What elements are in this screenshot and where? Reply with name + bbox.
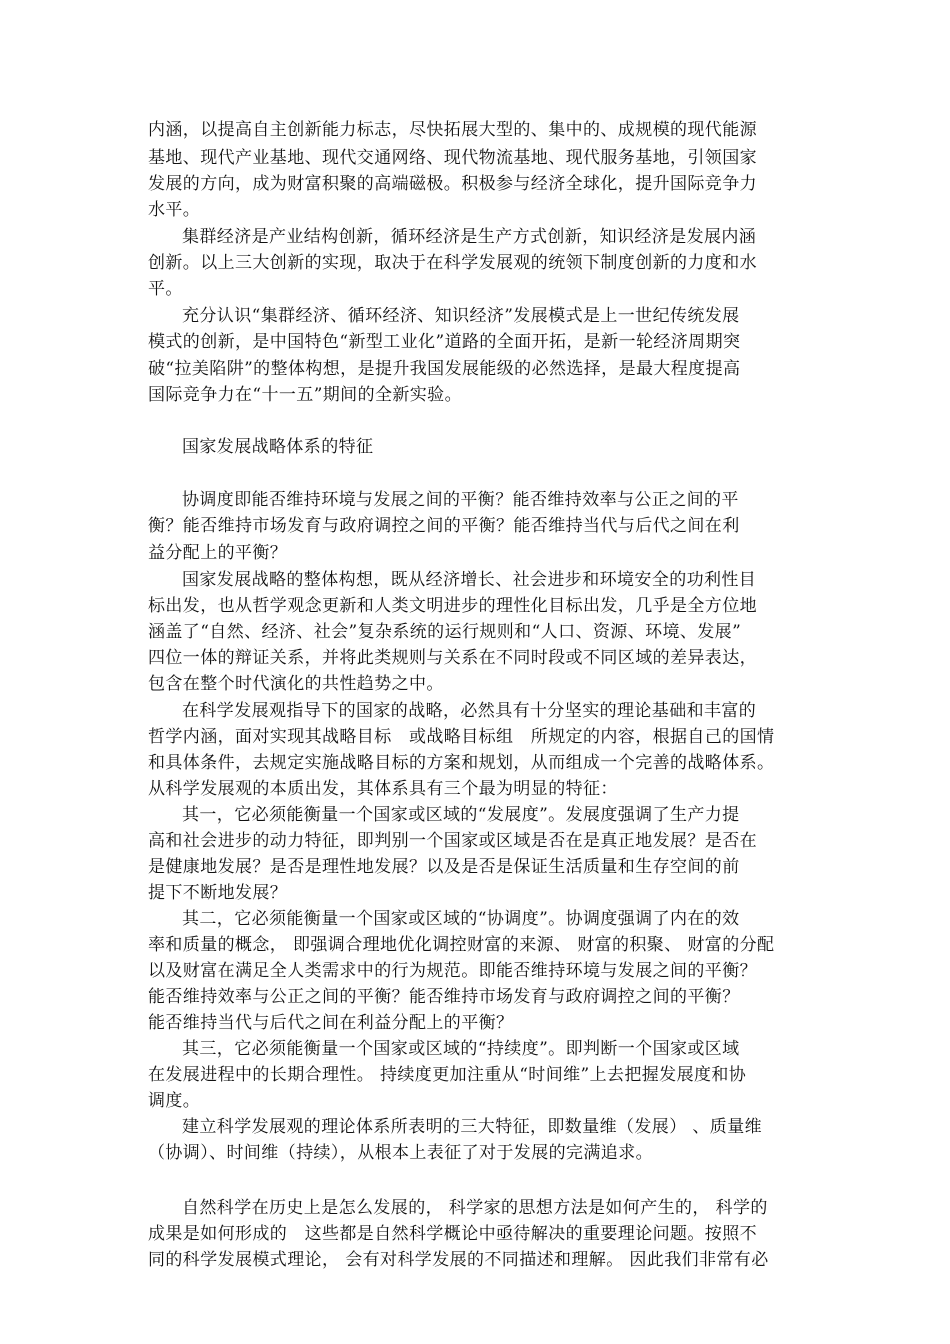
text-line: 包含在整个时代演化的共性趋势之中。 bbox=[148, 674, 444, 694]
text-line: 以及财富在满足全人类需求中的行为规范。即能否维持环境与发展之间的平衡？ bbox=[148, 961, 757, 981]
text-line: 调度。 bbox=[148, 1091, 201, 1111]
text-line: 创新。以上三大创新的实现，取决于在科学发展观的统领下制度创新的力度和水 bbox=[148, 253, 757, 273]
text-line: 协调度即能否维持环境与发展之间的平衡？能否维持效率与公正之间的平 bbox=[182, 490, 739, 510]
text-line: 国家发展战略的整体构想，既从经济增长、社会进步和环境安全的功利性目 bbox=[182, 570, 757, 590]
text-line: 其一，它必须能衡量一个国家或区域的“发展度”。发展度强调了生产力提 bbox=[182, 805, 740, 825]
text-line: 涵盖了“自然、经济、社会”复杂系统的运行规则和“人口、资源、环境、发展” bbox=[148, 622, 742, 642]
text-line: 破“拉美陷阱”的整体构想，是提升我国发展能级的必然选择，是最大程度提高 bbox=[148, 359, 741, 379]
text-line: 从科学发展观的本质出发，其体系具有三个最为明显的特征： bbox=[148, 779, 618, 799]
text-line: 益分配上的平衡？ bbox=[148, 543, 288, 563]
text-line: 内涵，以提高自主创新能力标志，尽快拓展大型的、集中的、成规模的现代能源 bbox=[148, 120, 757, 140]
text-line: 自然科学在历史上是怎么发展的， 科学家的思想方法是如何产生的， 科学的 bbox=[182, 1198, 768, 1218]
text-line: 其三，它必须能衡量一个国家或区域的“持续度”。即判断一个国家或区域 bbox=[182, 1039, 740, 1059]
text-line: 基地、现代产业基地、现代交通网络、现代物流基地、现代服务基地，引领国家 bbox=[148, 148, 757, 168]
text-line: 能否维持效率与公正之间的平衡？能否维持市场发育与政府调控之间的平衡？ bbox=[148, 987, 740, 1007]
text-line: 在科学发展观指导下的国家的战略，必然具有十分坚实的理论基础和丰富的 bbox=[182, 701, 757, 721]
text-line: 四位一体的辩证关系，并将此类规则与关系在不同时段或不同区域的差异表达， bbox=[148, 648, 757, 668]
text-line: 其二，它必须能衡量一个国家或区域的“协调度”。协调度强调了内在的效 bbox=[182, 909, 740, 929]
text-line: 和具体条件，去规定实施战略目标的方案和规划，从而组成一个完善的战略体系。 bbox=[148, 753, 775, 773]
text-line: 衡？能否维持市场发育与政府调控之间的平衡？能否维持当代与后代之间在利 bbox=[148, 516, 740, 536]
text-line: 集群经济是产业结构创新，循环经济是生产方式创新，知识经济是发展内涵 bbox=[182, 227, 757, 247]
text-line: 能否维持当代与后代之间在利益分配上的平衡？ bbox=[148, 1013, 514, 1033]
text-line: （协调）、时间维（持续），从根本上表征了对于发展的完满追求。 bbox=[148, 1143, 653, 1163]
text-line: 平。 bbox=[148, 279, 183, 299]
text-line: 水平。 bbox=[148, 200, 201, 220]
text-line: 标出发，也从哲学观念更新和人类文明进步的理性化目标出发，几乎是全方位地 bbox=[148, 596, 757, 616]
text-line: 高和社会进步的动力特征，即判别一个国家或区域是否在是真正地发展？是否在 bbox=[148, 831, 757, 851]
text-line: 成果是如何形成的 这些都是自然科学概论中亟待解决的重要理论问题。按照不 bbox=[148, 1224, 757, 1244]
text-line: 国际竞争力在“十一五”期间的全新实验。 bbox=[148, 385, 462, 405]
text-line: 充分认识“集群经济、循环经济、知识经济”发展模式是上一世纪传统发展 bbox=[182, 306, 740, 326]
text-line: 同的科学发展模式理论， 会有对科学发展的不同描述和理解。 因此我们非常有必 bbox=[148, 1250, 769, 1270]
text-line: 提下不断地发展？ bbox=[148, 883, 288, 903]
text-line: 发展的方向，成为财富积聚的高端磁极。积极参与经济全球化，提升国际竞争力 bbox=[148, 174, 757, 194]
text-line: 率和质量的概念， 即强调合理地优化调控财富的来源、 财富的积聚、 财富的分配 bbox=[148, 935, 775, 955]
text-line: 建立科学发展观的理论体系所表明的三大特征，即数量维（发展） 、质量维 bbox=[182, 1117, 763, 1137]
section-heading: 国家发展战略体系的特征 bbox=[182, 437, 374, 457]
text-line: 是健康地发展？是否是理性地发展？以及是否是保证生活质量和生存空间的前 bbox=[148, 857, 740, 877]
text-line: 哲学内涵，面对实现其战略目标 或战略目标组 所规定的内容，根据自己的国情 bbox=[148, 727, 775, 747]
text-line: 在发展进程中的长期合理性。 持续度更加注重从“时间维”上去把握发展度和协 bbox=[148, 1065, 747, 1085]
text-line: 模式的创新，是中国特色“新型工业化”道路的全面开拓，是新一轮经济周期突 bbox=[148, 332, 741, 352]
